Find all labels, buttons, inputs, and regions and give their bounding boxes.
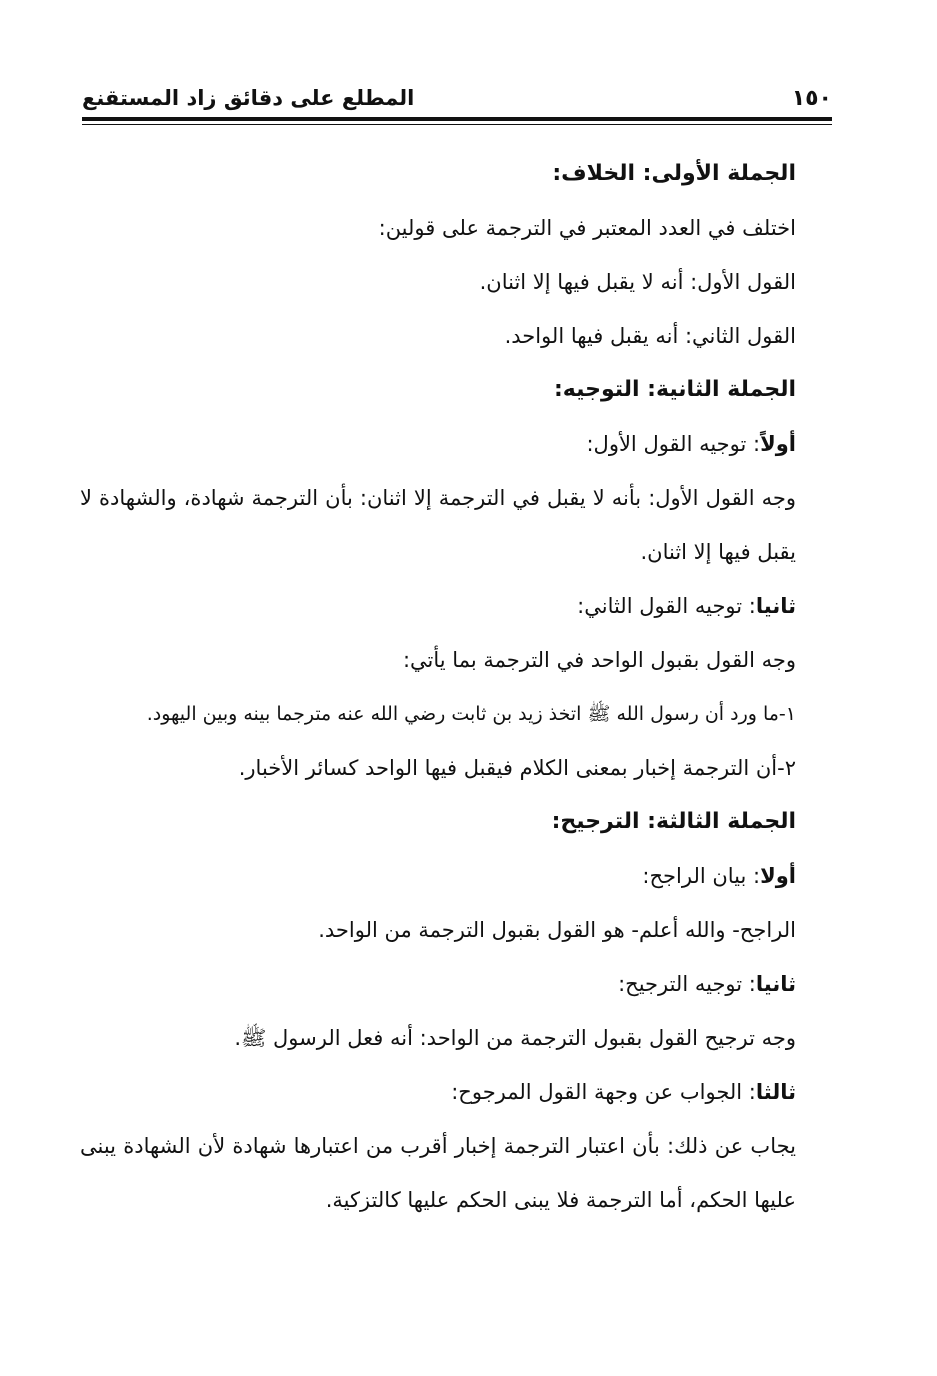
subheading-5-text: : الجواب عن وجهة القول المرجوح: bbox=[451, 1080, 756, 1104]
subheading-2 bbox=[80, 579, 796, 633]
body-text bbox=[80, 147, 796, 1227]
running-title: المطلع على دقائق زاد المستقنع bbox=[82, 86, 415, 110]
subheading-5 bbox=[80, 1065, 796, 1119]
paragraph-3: القول الثاني: أنه يقبل فيها الواحد. bbox=[504, 324, 796, 348]
paragraph-2: القول الأول: أنه لا يقبل فيها إلا اثنان. bbox=[479, 270, 796, 294]
subheading-2-text: : توجيه القول الثاني: bbox=[577, 594, 756, 618]
section-heading-1: الجملة الأولى: الخلاف: bbox=[552, 161, 796, 186]
section-heading-2: الجملة الثانية: التوجيه: bbox=[553, 377, 796, 402]
paragraph-9: وجه ترجيح القول بقبول الترجمة من الواحد: أنه فعل الرسول ﷺ. bbox=[234, 1026, 796, 1050]
paragraph-5: وجه القول بقبول الواحد في الترجمة بما يأتي: bbox=[402, 648, 796, 672]
paragraph-4: وجه القول الأول: بأنه لا يقبل في الترجمة إلا اثنان: بأن الترجمة شهادة، والشهادة لا يقبل فيها إلا اثنان. bbox=[80, 486, 796, 564]
list-item-2: ٢-أن الترجمة إخبار بمعنى الكلام فيقبل فيها الواحد كسائر الأخبار. bbox=[238, 756, 796, 780]
subheading-3-text: : بيان الراجح: bbox=[642, 864, 761, 888]
page-number: ١٥٠ bbox=[791, 86, 832, 111]
paragraph-8: الراجح- والله أعلم- هو القول بقبول الترجمة من الواحد. bbox=[318, 918, 796, 942]
paragraph-1: اختلف في العدد المعتبر في الترجمة على قولين: bbox=[378, 216, 796, 240]
subheading-3-lead: أولا bbox=[760, 864, 796, 888]
subheading-4 bbox=[80, 957, 796, 1011]
subheading-1 bbox=[80, 417, 796, 471]
subheading-5-lead: ثالثا bbox=[755, 1080, 796, 1104]
subheading-3 bbox=[80, 849, 796, 903]
subheading-4-lead: ثانيا bbox=[755, 972, 796, 996]
header-rule-thin bbox=[82, 124, 832, 125]
page-header bbox=[82, 80, 832, 120]
subheading-1-lead: أولاً bbox=[760, 432, 796, 456]
header-rule-thick bbox=[82, 117, 832, 121]
subheading-1-text: : توجيه القول الأول: bbox=[586, 432, 761, 456]
subheading-2-lead: ثانيا bbox=[755, 594, 796, 618]
list-item-1: ١-ما ورد أن رسول الله ﷺ اتخذ زيد بن ثابت رضي الله عنه مترجما بينه وبين اليهود. bbox=[146, 703, 796, 725]
section-heading-3: الجملة الثالثة: الترجيح: bbox=[551, 809, 796, 834]
subheading-4-text: : توجيه الترجيح: bbox=[618, 972, 756, 996]
paragraph-10: يجاب عن ذلك: بأن اعتبار الترجمة إخبار أقرب من اعتبارها شهادة لأن الشهادة يبنى عليها الحكم، أما الترجمة فلا يبنى الحكم عليها كالتزكية. bbox=[80, 1134, 796, 1212]
